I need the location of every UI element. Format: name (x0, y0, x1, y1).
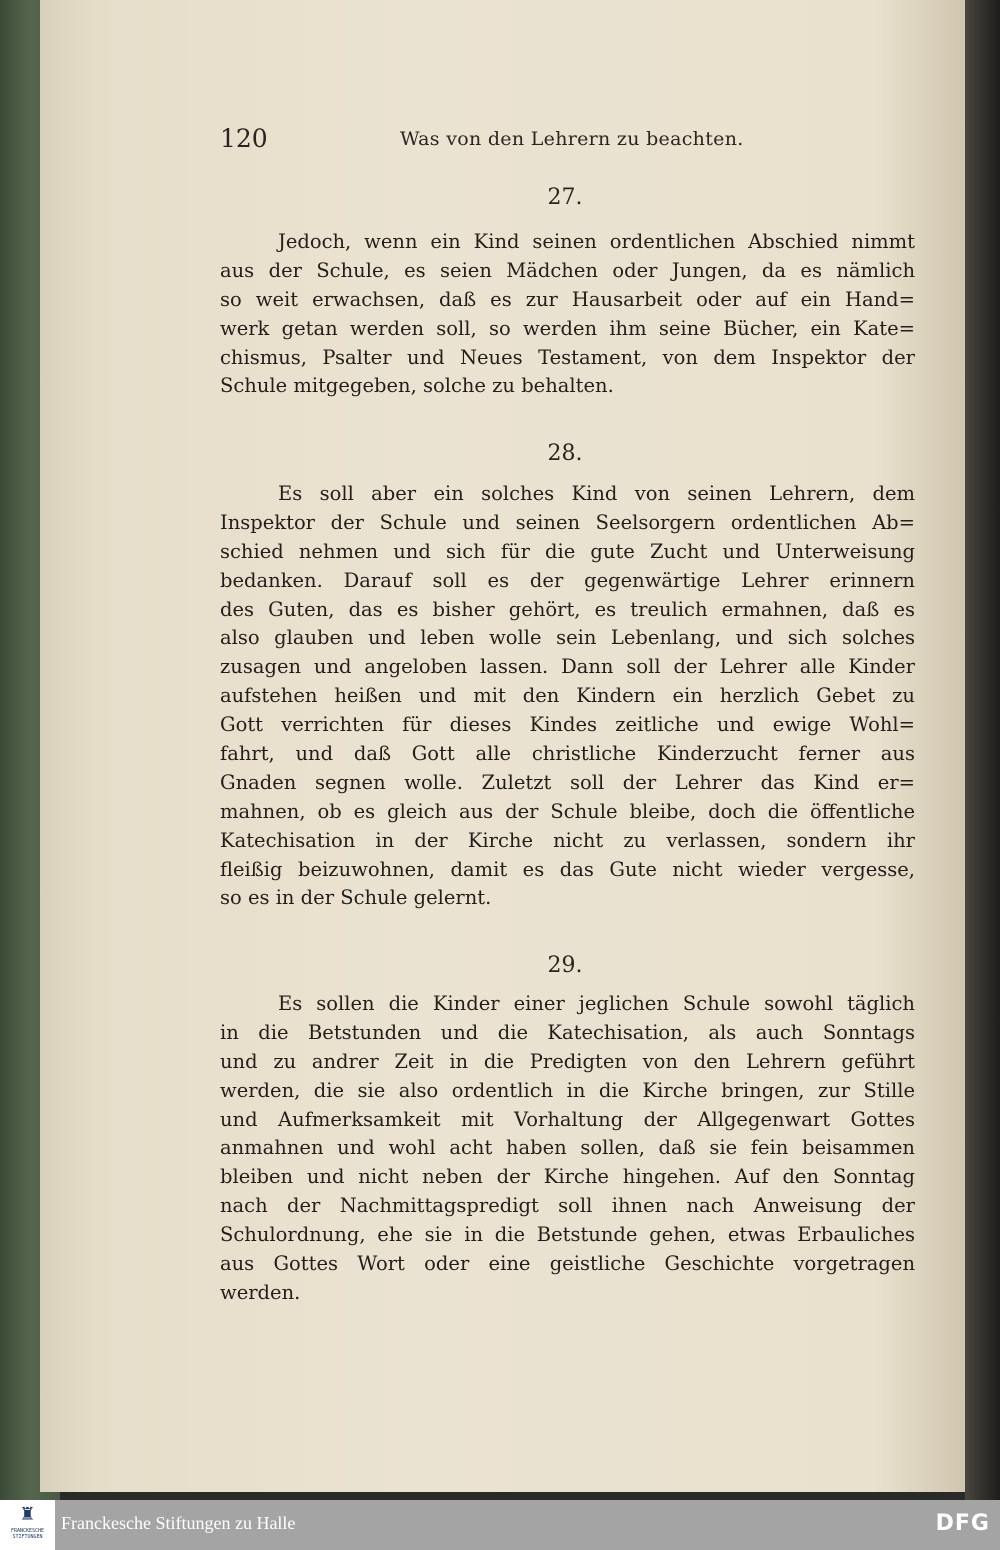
dfg-logo[interactable]: DFG (935, 1511, 990, 1536)
text-line: Gnaden segnen wolle. Zuletzt soll der Lehrer das Kind er= (220, 770, 915, 794)
running-head: Was von den Lehrern zu beachten. (400, 128, 744, 150)
text-line: Katechisation in der Kirche nicht zu verlassen, sondern ihr (220, 828, 915, 852)
text-line: in die Betstunden und die Katechisation, als auch Sonntags (220, 1020, 915, 1044)
institution-logo[interactable] (0, 1500, 55, 1550)
text-line: schied nehmen und sich für die gute Zucht und Unterweisung (220, 539, 915, 563)
text-line: aus Gottes Wort oder eine geistliche Geschichte vorgetragen (220, 1252, 915, 1276)
text-line: aufstehen heißen und mit den Kindern ein herzlich Gebet zu (220, 684, 915, 708)
text-line: des Guten, das es bisher gehört, es treulich ermahnen, daß es (220, 597, 915, 621)
logo-figure-icon: ♜ (19, 1504, 36, 1525)
text-line: nach der Nachmittagspredigt soll ihnen nach Anweisung der (220, 1194, 915, 1218)
institution-name[interactable]: Franckesche Stiftungen zu Halle (61, 1513, 296, 1533)
page-number: 120 (220, 124, 268, 153)
text-line: fahrt, und daß Gott alle christliche Kinderzucht ferner aus (220, 742, 915, 766)
section-27-text (220, 228, 915, 401)
text-line: aus der Schule, es seien Mädchen oder Jungen, da es nämlich (220, 258, 915, 282)
text-line: Inspektor der Schule und seinen Seelsorgern ordentlichen Ab= (220, 510, 915, 534)
book-gutter (965, 0, 1000, 1500)
text-line: so weit erwachsen, daß es zur Hausarbeit oder auf ein Hand= (220, 287, 915, 311)
section-number: 27. (547, 185, 583, 210)
text-line: bleiben und nicht neben der Kirche hingehen. Auf den Sonntag (220, 1165, 915, 1189)
section-28-text (220, 480, 915, 913)
text-line: und Aufmerksamkeit mit Vorhaltung der Allgegenwart Gottes (220, 1107, 915, 1131)
text-line: chismus, Psalter und Neues Testament, von dem Inspektor der (220, 345, 915, 369)
text-line: anmahnen und wohl acht haben sollen, daß sie fein beisammen (220, 1136, 915, 1160)
text-line: Schule mitgegeben, solche zu behalten. (220, 374, 614, 398)
text-line: Es soll aber ein solches Kind von seinen Lehrern, dem (278, 482, 915, 505)
viewer-footer (0, 1500, 1000, 1550)
text-line: werk getan werden soll, so werden ihm seine Bücher, ein Kate= (220, 316, 915, 340)
text-line: und zu andrer Zeit in die Predigten von den Lehrern geführt (220, 1049, 915, 1073)
logo-text: FRANCKESCHE STIFTUNGEN (10, 1528, 45, 1540)
text-line: so es in der Schule gelernt. (220, 886, 492, 910)
text-line: Gott verrichten für dieses Kindes zeitliche und ewige Wohl= (220, 713, 915, 737)
section-number: 28. (547, 441, 583, 466)
text-line: Schulordnung, ehe sie in die Betstunde gehen, etwas Erbauliches (220, 1223, 915, 1247)
section-number: 29. (547, 953, 583, 978)
text-line: also glauben und leben wolle sein Lebenlang, und sich solches (220, 626, 915, 650)
text-line: werden. (220, 1280, 301, 1304)
text-line: mahnen, ob es gleich aus der Schule bleibe, doch die öffentliche (220, 799, 915, 823)
section-29-text (220, 990, 915, 1308)
text-line: bedanken. Darauf soll es der gegenwärtige Lehrer erinnern (220, 568, 915, 592)
text-line: Jedoch, wenn ein Kind seinen ordentlichen Abschied nimmt (278, 230, 915, 253)
text-line: werden, die sie also ordentlich in die Kirche bringen, zur Stille (220, 1078, 915, 1102)
text-line: fleißig beizuwohnen, damit es das Gute nicht wieder vergesse, (220, 857, 915, 881)
text-line: Es sollen die Kinder einer jeglichen Schule sowohl täglich (278, 992, 915, 1015)
text-line: zusagen und angeloben lassen. Dann soll der Lehrer alle Kinder (220, 655, 915, 679)
